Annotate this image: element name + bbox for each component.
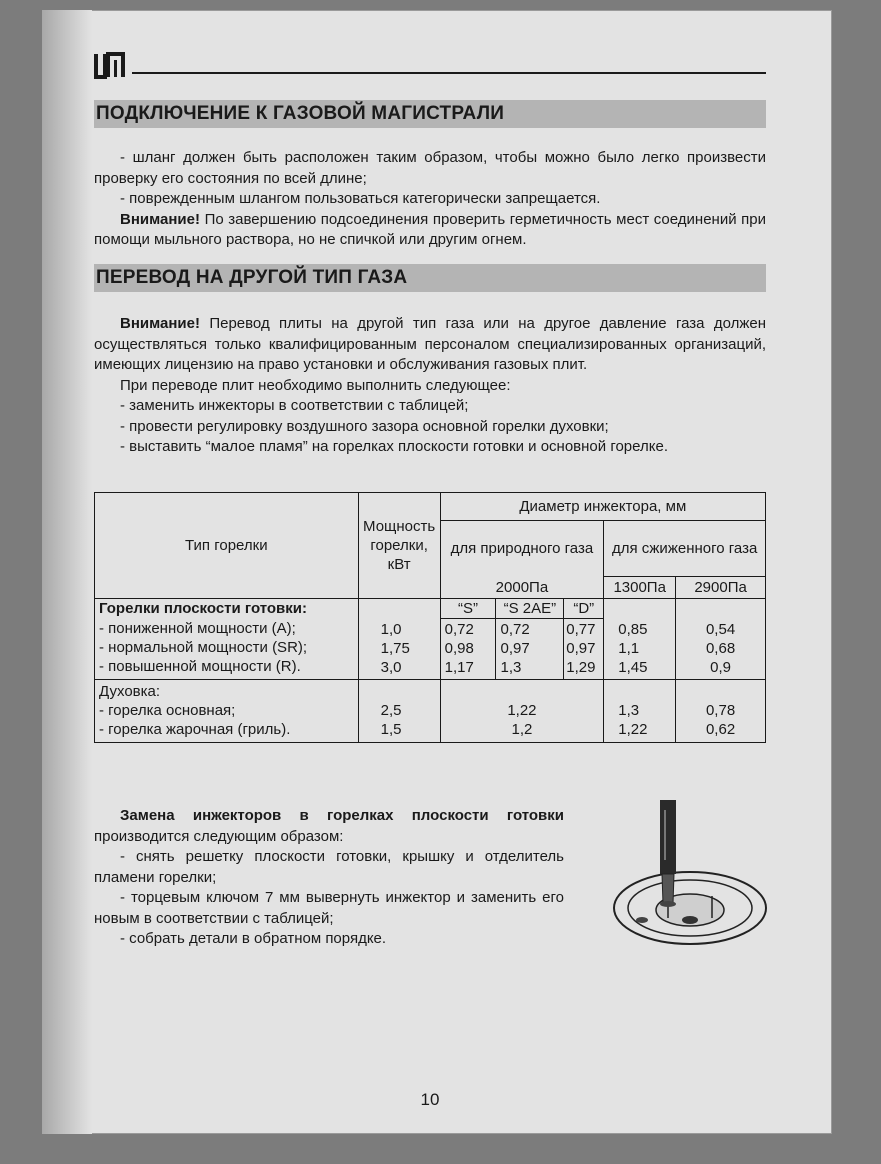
table-cell-1300pa: 0,85 [618, 621, 648, 638]
connection-attention [94, 210, 766, 251]
replacement-step-reassemble: - собрать детали в обратном порядке. [120, 930, 387, 947]
table-row-name: - нормальной мощности (SR); [99, 638, 308, 656]
injector-replacement-block [94, 806, 564, 950]
step-replace-injectors: - заменить инжекторы в соответствии с таблицей; [120, 397, 469, 414]
table-cell-s: 1,17 [444, 659, 474, 677]
section-gas-connection-body [94, 148, 766, 251]
group-cooktop-title: Горелки плоскости готовки: [95, 599, 359, 619]
replacement-step-unscrew-injector: - торцевым ключом 7 мм вывернуть инжектор и заменить его новым в соответствии с таблицей; [94, 889, 564, 927]
table-cell-s2ae: 1,3 [500, 659, 522, 677]
injector-table [94, 492, 766, 743]
table-cell-1300pa: 1,1 [618, 640, 640, 657]
table-cell-s: 0,72 [444, 621, 474, 639]
table-row-name: - горелка основная; [99, 701, 236, 719]
table-cell-power: 1,75 [380, 640, 410, 657]
header-injector-diameter: Диаметр инжектора, мм [440, 493, 765, 521]
table-cell-2900pa: 0,9 [710, 659, 731, 676]
hose-position-text: - шланг должен быть расположен таким образом, чтобы можно было легко произвести проверку его состояния по всей длине; [94, 149, 766, 187]
table-cell-2900pa: 0,68 [705, 640, 736, 657]
manual-page [42, 10, 832, 1134]
table-cell-2900pa: 0,78 [705, 702, 736, 719]
table-cell-power: 2,5 [380, 702, 402, 719]
table-cell-natural: 1,22 [507, 702, 537, 719]
attention-label: Внимание! [120, 210, 200, 228]
table-cell-1300pa: 1,45 [618, 659, 648, 676]
attention-text: Перевод плиты на другой тип газа или на другое давление газа должен осуществляться только квалифицированным персоналом специализированных организаций, имеющих лицензию на право установки и обслуживания газовых плит. [94, 315, 766, 373]
table-cell-natural: 1,2 [511, 721, 533, 738]
brand-logo-icon [94, 50, 126, 80]
section-title-gas-connection: ПОДКЛЮЧЕНИЕ К ГАЗОВОЙ МАГИСТРАЛИ [94, 100, 766, 128]
header-nozzle-d: “D” [564, 599, 604, 619]
header-natural-gas: для природного газа [440, 521, 604, 577]
table-cell-power: 1,0 [380, 621, 402, 638]
table-cell-s2ae: 0,97 [500, 640, 530, 658]
section-gas-conversion-body [94, 314, 766, 458]
replacement-step-remove-grate: - снять решетку плоскости готовки, крышку и отделитель пламени горелки; [94, 848, 564, 886]
header-burner-power: Мощность горелки, кВт [358, 493, 440, 599]
header-2000pa: 2000Па [440, 577, 604, 599]
step-adjust-air-gap: - провести регулировку воздушного зазора основной горелки духовки; [120, 417, 609, 435]
table-row-name: - повышенной мощности (R). [99, 657, 301, 675]
header-2900pa: 2900Па [676, 577, 766, 599]
table-cell-d: 0,77 [566, 621, 596, 639]
page-number: 10 [420, 1090, 440, 1109]
page-binding-shadow [42, 10, 92, 1134]
header-nozzle-s: “S” [440, 599, 496, 619]
damaged-hose-text: - поврежденным шлангом пользоваться категорически запрещается. [120, 190, 601, 207]
header-liquefied-gas: для сжиженного газа [604, 521, 766, 577]
group-oven-title: Духовка: [99, 682, 161, 700]
replacement-lead-rest: производится следующим образом: [94, 827, 344, 845]
header-rule [132, 72, 766, 74]
table-cell-s2ae: 0,72 [500, 621, 530, 639]
table-cell-1300pa: 1,22 [618, 721, 648, 738]
table-row-name: - пониженной мощности (А); [99, 619, 296, 637]
section-title-gas-conversion: ПЕРЕВОД НА ДРУГОЙ ТИП ГАЗА [94, 264, 766, 292]
attention-text: По завершению подсоединения проверить герметичность мест соединений при помощи мыльного раствора, но не спичкой или другим огнем. [94, 210, 766, 248]
injector-wrench-illustration [602, 800, 772, 950]
replacement-lead-bold: Замена инжекторов в горелках плоскости готовки [120, 807, 564, 824]
conversion-attention [94, 314, 766, 376]
steps-intro: При переводе плит необходимо выполнить следующее: [120, 376, 511, 394]
table-cell-2900pa: 0,54 [705, 621, 736, 638]
replacement-lead [94, 806, 564, 847]
table-cell-power: 1,5 [380, 721, 402, 738]
table-cell-2900pa: 0,62 [705, 721, 736, 738]
table-cell-power: 3,0 [380, 659, 402, 676]
header-burner-type: Тип горелки [95, 493, 359, 599]
table-cell-1300pa: 1,3 [618, 702, 640, 719]
table-cell-d: 0,97 [566, 640, 596, 658]
table-cell-s: 0,98 [444, 640, 474, 658]
table-cell-d: 1,29 [566, 659, 596, 677]
table-row-name: - горелка жарочная (гриль). [99, 720, 291, 738]
header-nozzle-s2ae: “S 2AE” [496, 599, 564, 619]
step-set-low-flame: - выставить “малое пламя” на горелках плоскости готовки и основной горелке. [120, 438, 668, 455]
header-1300pa: 1300Па [604, 577, 676, 599]
attention-label: Внимание! [120, 315, 200, 332]
